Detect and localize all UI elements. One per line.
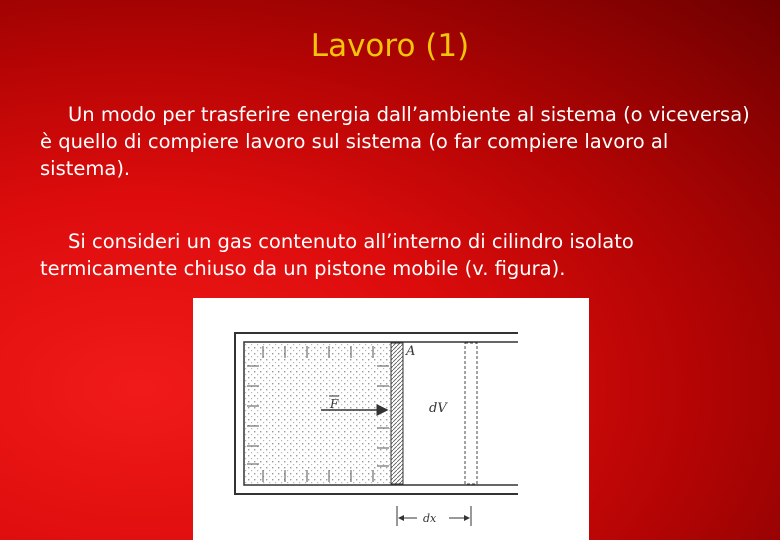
paragraph-1-text: Un modo per trasferire energia dall’ambiente al sistema (o viceversa) è quello di compiere lavoro sul sistema (o far compiere lavoro al sistema). <box>40 103 750 180</box>
piston-displaced <box>465 343 477 484</box>
displacement-label: dx <box>423 512 437 525</box>
paragraph-2-text: Si consideri un gas contenuto all’interno di cilindro isolato termicamente chiuso da un pistone mobile (v. figura). <box>40 230 634 280</box>
slide-title: Lavoro (1) <box>310 28 470 64</box>
gas-region <box>245 343 391 484</box>
paragraph-gas-cylinder <box>40 228 760 282</box>
piston-cylinder-figure <box>193 298 589 540</box>
volume-label: dV <box>429 401 447 416</box>
force-label: F <box>330 397 339 411</box>
piston-cylinder-diagram <box>193 298 589 540</box>
paragraph-energy-transfer <box>40 101 760 182</box>
area-label: A <box>406 344 416 359</box>
piston <box>391 343 403 484</box>
